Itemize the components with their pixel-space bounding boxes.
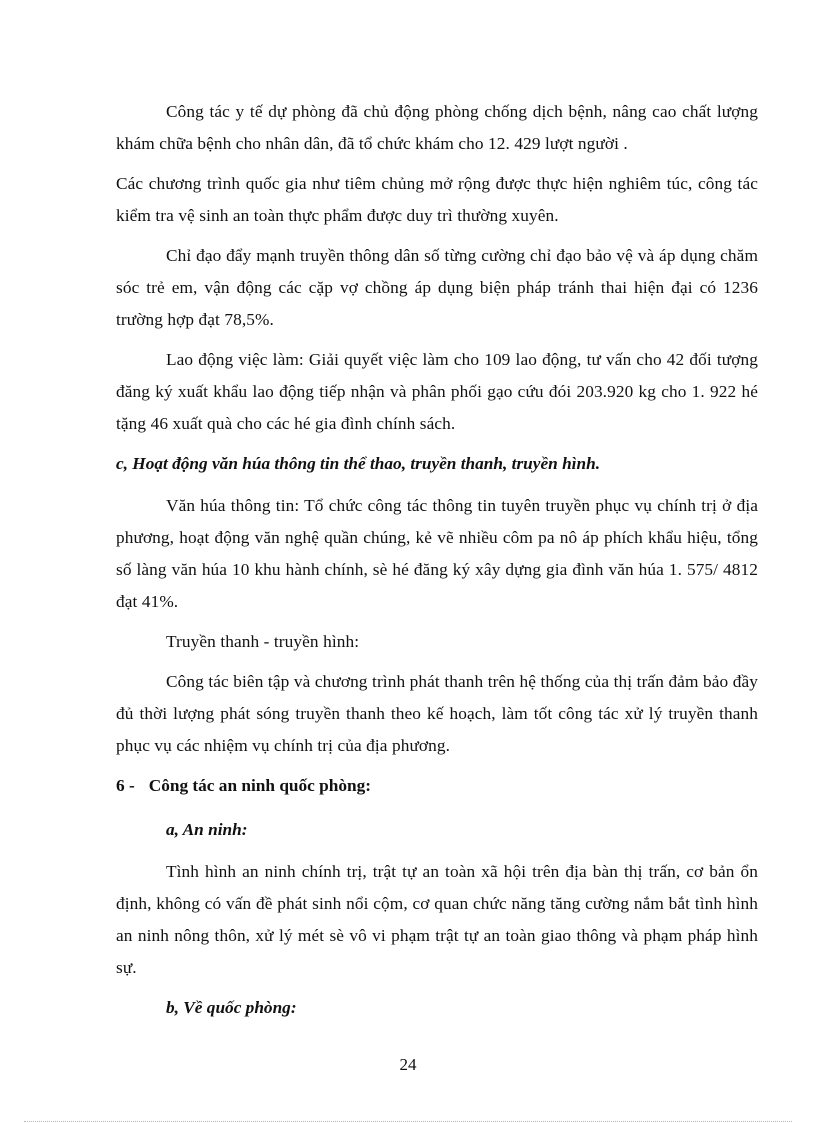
page-number: 24: [399, 1055, 417, 1074]
paragraph-security-situation: Tình hình an ninh chính trị, trật tự an toàn xã hội trên địa bàn thị trấn, cơ bản ổn định, không có vấn đề phát sinh nổi cộm, cơ quan chức năng tăng cường nắm bắt tình hình an ninh nông thôn, xử lý mét sè vô vi phạm trật tự an toàn giao thông và phạm pháp hình sự.: [116, 862, 758, 977]
section-6-heading: [116, 770, 758, 802]
paragraph-health-prevention: Công tác y tế dự phòng đã chủ động phòng chống dịch bệnh, nâng cao chất lượng khám chữa bệnh cho nhân dân, đã tổ chức khám cho 12. 429 lượt người .: [116, 102, 758, 153]
section-6-number: 6 -: [116, 776, 135, 795]
paragraph-radio-tv-title: Truyền thanh - truyền hình:: [166, 632, 360, 651]
paragraph-labor-employment: Lao động việc làm: Giải quyết việc làm cho 109 lao động, tư vấn cho 42 đối tượng đăng ký xuất khẩu lao động tiếp nhận và phân phối gạo cứu đói 203.920 kg cho 1. 922 hé tặng 46 xuất quà cho các hé gia đình chính sách.: [116, 350, 758, 433]
page-body: [116, 96, 758, 1034]
paragraph-population-communication: Chỉ đạo đẩy mạnh truyền thông dân số từng cường chỉ đạo bảo vệ và áp dụng chăm sóc trẻ em, vận động các cặp vợ chồng áp dụng biện pháp tránh thai hiện đại có 1236 trường hợp đạt 78,5%.: [116, 246, 758, 329]
paragraph-culture-information: Văn húa thông tin: Tổ chức công tác thông tin tuyên truyền phục vụ chính trị ở địa phương, hoạt động văn nghệ quần chúng, kẻ vẽ nhiều côm pa nô áp phích khẩu hiệu, tổng số làng văn húa 10 khu hành chính, sè hé đăng ký xây dựng gia đình văn húa 1. 575/ 4812 đạt 41%.: [116, 496, 758, 611]
footer-divider: [24, 1121, 792, 1122]
paragraph-radio-programs: Công tác biên tập và chương trình phát thanh trên hệ thống của thị trấn đảm bảo đầy đủ thời lượng phát sóng truyền thanh theo kế hoạch, làm tốt công tác xử lý truyền thanh phục vụ các nhiệm vụ chính trị của địa phương.: [116, 672, 758, 755]
section-c-heading: c, Hoạt động văn húa thông tin thể thao, truyền thanh, truyền hình.: [116, 454, 601, 473]
paragraph-national-programs: Các chương trình quốc gia như tiêm chủng mở rộng được thực hiện nghiêm túc, công tác kiểm tra vệ sinh an toàn thực phẩm được duy trì thường xuyên.: [116, 174, 758, 225]
subsection-a-heading: a, An ninh:: [166, 820, 248, 839]
section-6-title: Công tác an ninh quốc phòng:: [148, 776, 372, 795]
subsection-b-heading: b, Về quốc phòng:: [166, 998, 297, 1017]
